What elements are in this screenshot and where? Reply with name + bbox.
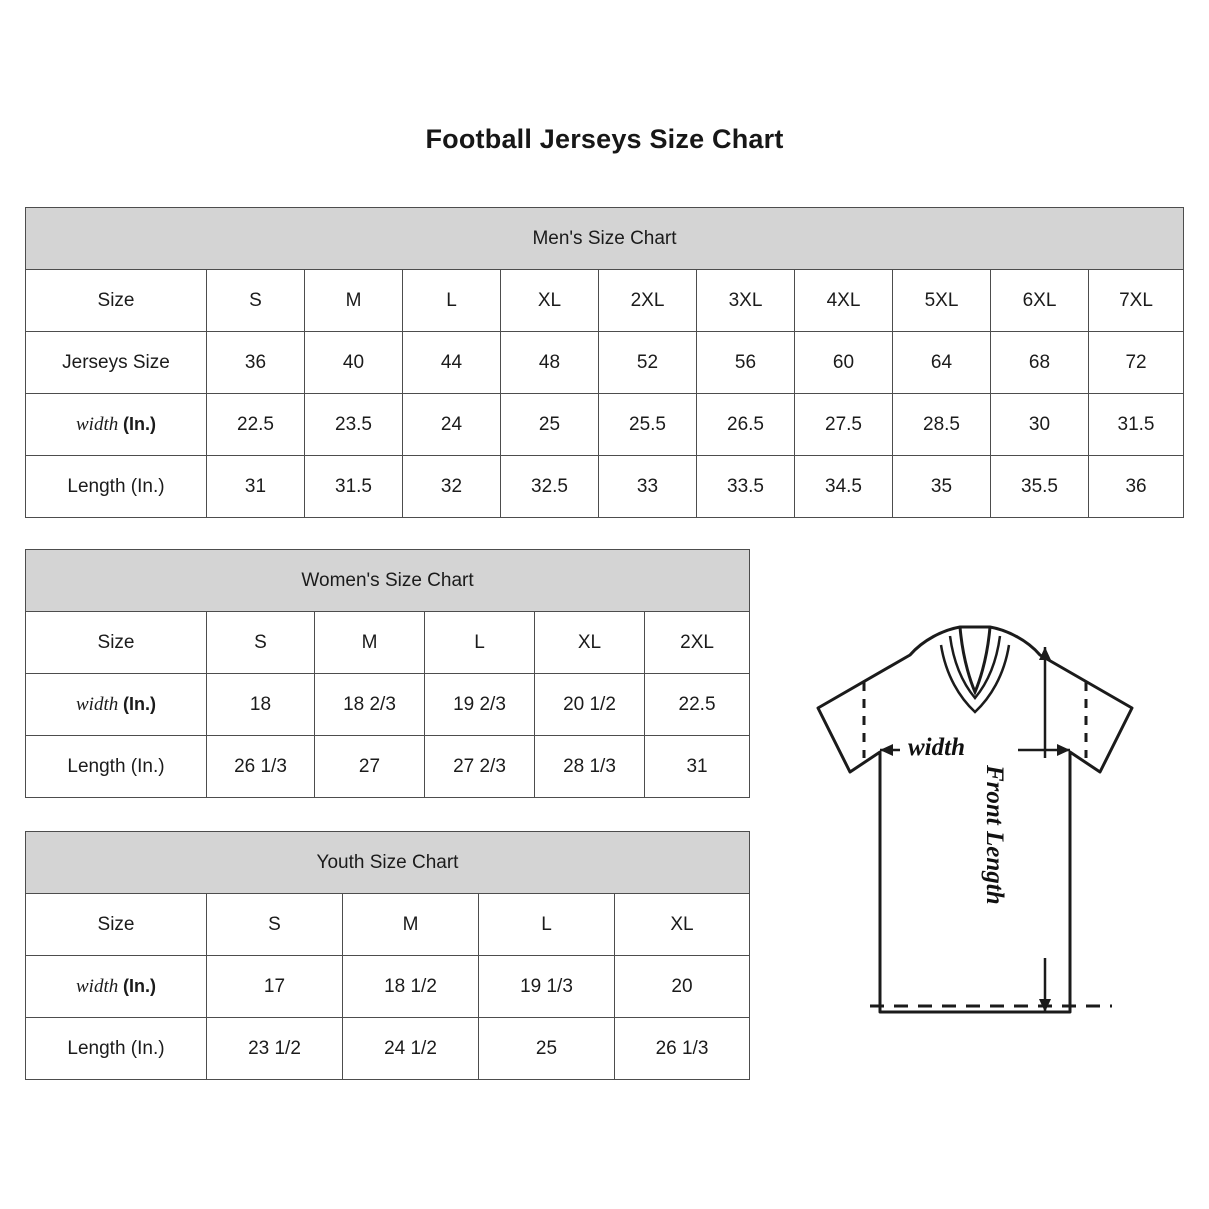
cell: 28 1/3 [535, 736, 645, 798]
cell: 72 [1089, 332, 1184, 394]
cell: 33 [599, 456, 697, 518]
col-header: XL [615, 894, 750, 956]
table-row [26, 270, 1184, 332]
row-label-length: Length (In.) [26, 1018, 207, 1080]
row-label-width-text: width [76, 975, 119, 997]
cell: 17 [207, 956, 343, 1018]
cell: 35 [893, 456, 991, 518]
table-caption-row [26, 208, 1184, 270]
cell: 26 1/3 [615, 1018, 750, 1080]
row-label-size: Size [26, 270, 207, 332]
table-row [26, 674, 750, 736]
col-header: 6XL [991, 270, 1089, 332]
table-row [26, 894, 750, 956]
cell: 20 [615, 956, 750, 1018]
cell: 30 [991, 394, 1089, 456]
col-header: L [403, 270, 501, 332]
cell: 52 [599, 332, 697, 394]
col-header: 2XL [599, 270, 697, 332]
cell: 20 1/2 [535, 674, 645, 736]
cell: 32.5 [501, 456, 599, 518]
mens-size-chart-table [25, 207, 1184, 518]
table-row [26, 956, 750, 1018]
cell: 64 [893, 332, 991, 394]
cell: 31 [207, 456, 305, 518]
cell: 44 [403, 332, 501, 394]
cell: 60 [795, 332, 893, 394]
cell: 25 [479, 1018, 615, 1080]
cell: 19 1/3 [479, 956, 615, 1018]
row-label-jerseys-size: Jerseys Size [26, 332, 207, 394]
row-label-width-unit: (In.) [122, 413, 156, 434]
row-label-length: Length (In.) [26, 736, 207, 798]
cell: 68 [991, 332, 1089, 394]
row-label-width-text: width [76, 413, 119, 435]
table-row [26, 736, 750, 798]
col-header: S [207, 612, 315, 674]
col-header: S [207, 270, 305, 332]
col-header: 2XL [645, 612, 750, 674]
cell: 36 [207, 332, 305, 394]
cell: 18 [207, 674, 315, 736]
col-header: S [207, 894, 343, 956]
cell: 27 [315, 736, 425, 798]
cell: 31.5 [305, 456, 403, 518]
womens-size-chart-table [25, 549, 750, 798]
youth-size-chart-table [25, 831, 750, 1080]
table-row [26, 456, 1184, 518]
row-label-width [26, 394, 207, 456]
womens-table-caption: Women's Size Chart [26, 550, 750, 612]
cell: 31 [645, 736, 750, 798]
col-header: 4XL [795, 270, 893, 332]
table-row [26, 394, 1184, 456]
cell: 22.5 [207, 394, 305, 456]
cell: 18 2/3 [315, 674, 425, 736]
row-label-size: Size [26, 612, 207, 674]
cell: 56 [697, 332, 795, 394]
table-caption-row [26, 832, 750, 894]
row-label-width-text: width [76, 693, 119, 715]
cell: 24 1/2 [343, 1018, 479, 1080]
tshirt-measurement-diagram [760, 600, 1190, 1060]
col-header: 7XL [1089, 270, 1184, 332]
table-row [26, 1018, 750, 1080]
youth-table-caption: Youth Size Chart [26, 832, 750, 894]
cell: 36 [1089, 456, 1184, 518]
cell: 27 2/3 [425, 736, 535, 798]
cell: 18 1/2 [343, 956, 479, 1018]
page-title: Football Jerseys Size Chart [425, 124, 784, 154]
cell: 24 [403, 394, 501, 456]
diagram-front-length-label: Front Length [981, 765, 1008, 905]
cell: 40 [305, 332, 403, 394]
cell: 19 2/3 [425, 674, 535, 736]
row-label-width-unit: (In.) [122, 975, 156, 996]
col-header: 5XL [893, 270, 991, 332]
cell: 25.5 [599, 394, 697, 456]
cell: 35.5 [991, 456, 1089, 518]
col-header: XL [501, 270, 599, 332]
cell: 23.5 [305, 394, 403, 456]
row-label-width [26, 956, 207, 1018]
col-header: M [305, 270, 403, 332]
row-label-size: Size [26, 894, 207, 956]
row-label-width [26, 674, 207, 736]
cell: 25 [501, 394, 599, 456]
cell: 22.5 [645, 674, 750, 736]
diagram-width-label: width [908, 734, 965, 761]
col-header: M [343, 894, 479, 956]
mens-table-caption: Men's Size Chart [26, 208, 1184, 270]
cell: 32 [403, 456, 501, 518]
row-label-length: Length (In.) [26, 456, 207, 518]
cell: 28.5 [893, 394, 991, 456]
cell: 48 [501, 332, 599, 394]
cell: 34.5 [795, 456, 893, 518]
col-header: M [315, 612, 425, 674]
tshirt-icon [760, 600, 1190, 1060]
col-header: L [479, 894, 615, 956]
col-header: 3XL [697, 270, 795, 332]
table-row [26, 332, 1184, 394]
table-row [26, 612, 750, 674]
col-header: XL [535, 612, 645, 674]
table-caption-row [26, 550, 750, 612]
cell: 27.5 [795, 394, 893, 456]
cell: 31.5 [1089, 394, 1184, 456]
col-header: L [425, 612, 535, 674]
cell: 23 1/2 [207, 1018, 343, 1080]
cell: 26 1/3 [207, 736, 315, 798]
cell: 26.5 [697, 394, 795, 456]
cell: 33.5 [697, 456, 795, 518]
row-label-width-unit: (In.) [122, 693, 156, 714]
